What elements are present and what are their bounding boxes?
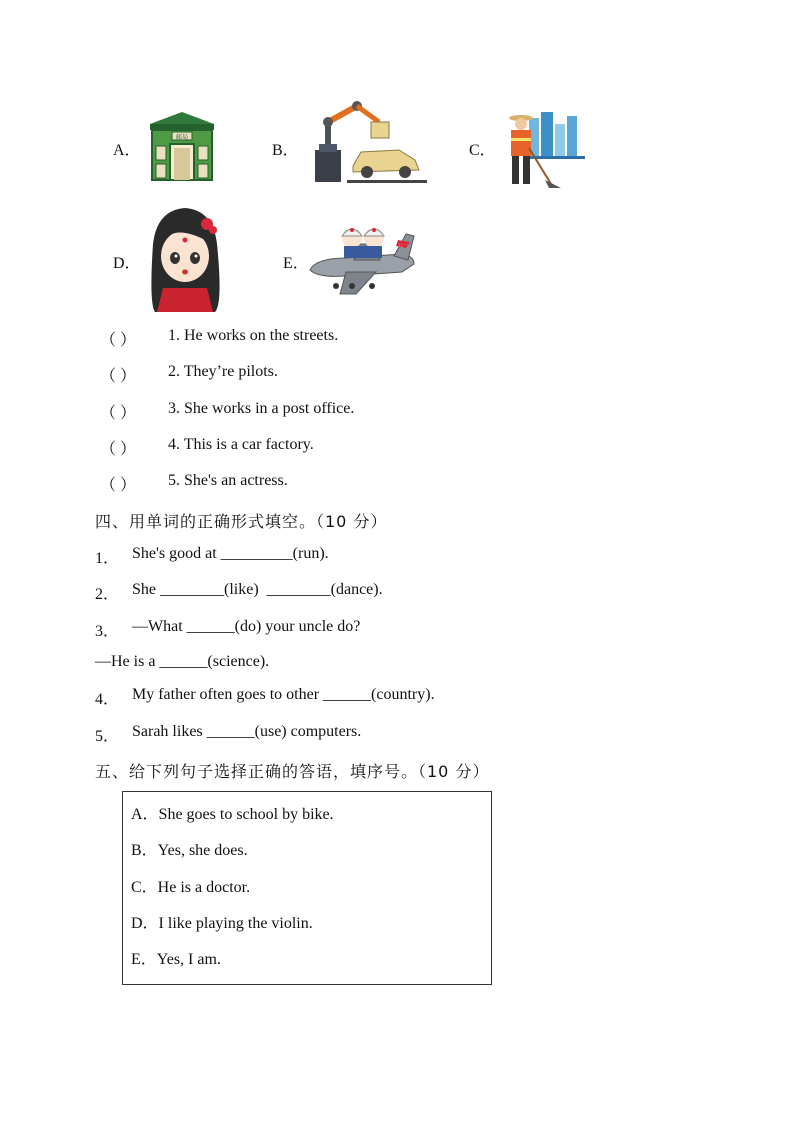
answer-paren[interactable]: （ ） — [100, 368, 137, 385]
car-factory-robot-icon — [307, 100, 429, 186]
fill-blank-item: She's good at _________(run). — [132, 545, 329, 562]
fill-blank-item: Sarah likes ______(use) computers. — [132, 723, 362, 740]
option-d-label: D． — [113, 255, 141, 272]
section-5-title: 五、给下列句子选择正确的答语，填序号。（10 分） — [95, 762, 490, 781]
fill-blank-item: My father often goes to other ______(country). — [132, 686, 435, 703]
answer-option-c: C．He is a doctor. — [131, 879, 251, 896]
matching-question: 4. This is a car factory. — [168, 436, 314, 453]
item-number: 4． — [95, 691, 120, 708]
answer-paren[interactable]: （ ） — [100, 477, 137, 494]
answer-option-d: D．I like playing the violin. — [131, 915, 313, 932]
answer-option-b: B．Yes, she does. — [131, 842, 248, 859]
answer-paren[interactable]: （ ） — [100, 441, 137, 458]
option-a-label: A． — [113, 142, 141, 159]
option-e-label: E． — [283, 255, 309, 272]
answer-paren[interactable]: （ ） — [100, 332, 137, 349]
pilots-plane-icon — [306, 220, 418, 296]
plane-tail-mark: 八一 — [397, 244, 409, 249]
post-office-sign: 邮局 — [175, 135, 189, 141]
item-number: 1． — [95, 550, 120, 567]
fill-blank-item: —He is a ______(science). — [95, 653, 270, 670]
item-number: 3． — [95, 623, 120, 640]
option-b-label: B． — [272, 142, 299, 159]
fill-blank-item: She ________(like) ________(dance). — [132, 581, 383, 598]
answer-options-box — [122, 791, 492, 985]
actress-icon — [143, 204, 227, 312]
matching-question: 1. He works on the streets. — [168, 327, 339, 344]
item-number: 5． — [95, 728, 120, 745]
matching-question: 2. They’re pilots. — [168, 363, 278, 380]
answer-option-e: E．Yes, I am. — [131, 951, 221, 968]
post-office-icon — [146, 110, 218, 182]
item-number: 2． — [95, 586, 120, 603]
fill-blank-item: —What ______(do) your uncle do? — [132, 618, 361, 635]
section-4-title: 四、用单词的正确形式填空。（10 分） — [95, 512, 388, 531]
option-c-label: C． — [469, 142, 496, 159]
answer-option-a: A．She goes to school by bike. — [131, 806, 334, 823]
answer-paren[interactable]: （ ） — [100, 405, 137, 422]
matching-question: 5. She's an actress. — [168, 472, 288, 489]
street-cleaner-icon — [499, 108, 585, 188]
matching-question: 3. She works in a post office. — [168, 400, 355, 417]
